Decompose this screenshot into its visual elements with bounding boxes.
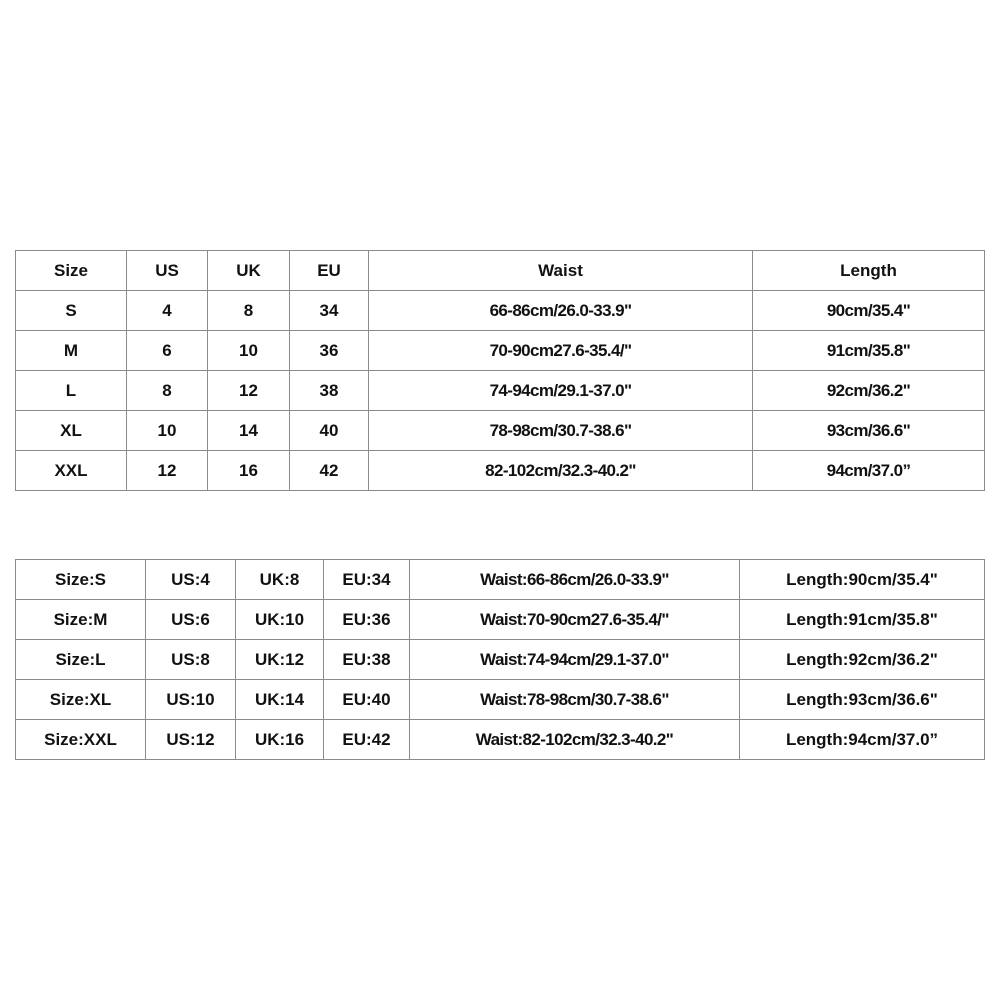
cell-eu: EU:40 xyxy=(324,680,410,720)
table-row xyxy=(16,411,985,451)
cell-us: US:4 xyxy=(146,560,236,600)
cell-uk: UK:14 xyxy=(236,680,324,720)
cell-eu: EU:34 xyxy=(324,560,410,600)
cell-uk: 16 xyxy=(208,451,290,491)
cell-waist: Waist:66-86cm/26.0-33.9" xyxy=(410,560,740,600)
header-us: US xyxy=(127,251,208,291)
cell-waist: Waist:78-98cm/30.7-38.6" xyxy=(410,680,740,720)
table-row xyxy=(16,451,985,491)
cell-uk: 14 xyxy=(208,411,290,451)
cell-uk: 8 xyxy=(208,291,290,331)
cell-eu: EU:36 xyxy=(324,600,410,640)
cell-waist: Waist:74-94cm/29.1-37.0" xyxy=(410,640,740,680)
size-chart-table xyxy=(15,250,985,491)
cell-size: Size:XL xyxy=(16,680,146,720)
cell-waist: 70-90cm27.6-35.4/" xyxy=(369,331,753,371)
cell-us: US:10 xyxy=(146,680,236,720)
table-row xyxy=(16,560,985,600)
table-row xyxy=(16,291,985,331)
cell-waist: 74-94cm/29.1-37.0" xyxy=(369,371,753,411)
table-row xyxy=(16,600,985,640)
cell-length: 91cm/35.8" xyxy=(753,331,985,371)
cell-eu: 40 xyxy=(290,411,369,451)
cell-size: Size:L xyxy=(16,640,146,680)
cell-uk: UK:12 xyxy=(236,640,324,680)
table-row xyxy=(16,640,985,680)
cell-size: XXL xyxy=(16,451,127,491)
cell-length: 94cm/37.0” xyxy=(753,451,985,491)
cell-us: 12 xyxy=(127,451,208,491)
cell-us: US:6 xyxy=(146,600,236,640)
cell-us: US:8 xyxy=(146,640,236,680)
cell-us: 4 xyxy=(127,291,208,331)
cell-length: Length:92cm/36.2" xyxy=(740,640,985,680)
cell-length: Length:91cm/35.8" xyxy=(740,600,985,640)
cell-eu: EU:42 xyxy=(324,720,410,760)
cell-uk: 12 xyxy=(208,371,290,411)
cell-eu: EU:38 xyxy=(324,640,410,680)
header-waist: Waist xyxy=(369,251,753,291)
cell-waist: 78-98cm/30.7-38.6" xyxy=(369,411,753,451)
cell-length: Length:93cm/36.6" xyxy=(740,680,985,720)
cell-waist: 66-86cm/26.0-33.9" xyxy=(369,291,753,331)
cell-uk: 10 xyxy=(208,331,290,371)
cell-us: 10 xyxy=(127,411,208,451)
cell-size: Size:XXL xyxy=(16,720,146,760)
cell-uk: UK:16 xyxy=(236,720,324,760)
table-row xyxy=(16,371,985,411)
cell-eu: 42 xyxy=(290,451,369,491)
size-chart-labeled-table xyxy=(15,559,985,760)
cell-uk: UK:8 xyxy=(236,560,324,600)
cell-size: L xyxy=(16,371,127,411)
cell-us: 6 xyxy=(127,331,208,371)
cell-size: XL xyxy=(16,411,127,451)
cell-length: 92cm/36.2" xyxy=(753,371,985,411)
cell-waist: 82-102cm/32.3-40.2" xyxy=(369,451,753,491)
cell-size: Size:M xyxy=(16,600,146,640)
cell-eu: 38 xyxy=(290,371,369,411)
cell-eu: 36 xyxy=(290,331,369,371)
cell-waist: Waist:82-102cm/32.3-40.2" xyxy=(410,720,740,760)
cell-uk: UK:10 xyxy=(236,600,324,640)
cell-waist: Waist:70-90cm27.6-35.4/" xyxy=(410,600,740,640)
cell-us: US:12 xyxy=(146,720,236,760)
table-row xyxy=(16,680,985,720)
cell-eu: 34 xyxy=(290,291,369,331)
header-length: Length xyxy=(753,251,985,291)
cell-size: S xyxy=(16,291,127,331)
cell-length: 90cm/35.4" xyxy=(753,291,985,331)
table-header-row xyxy=(16,251,985,291)
cell-length: Length:90cm/35.4" xyxy=(740,560,985,600)
header-eu: EU xyxy=(290,251,369,291)
cell-size: M xyxy=(16,331,127,371)
table-row xyxy=(16,331,985,371)
cell-length: 93cm/36.6" xyxy=(753,411,985,451)
table-row xyxy=(16,720,985,760)
cell-size: Size:S xyxy=(16,560,146,600)
cell-us: 8 xyxy=(127,371,208,411)
header-size: Size xyxy=(16,251,127,291)
cell-length: Length:94cm/37.0” xyxy=(740,720,985,760)
header-uk: UK xyxy=(208,251,290,291)
